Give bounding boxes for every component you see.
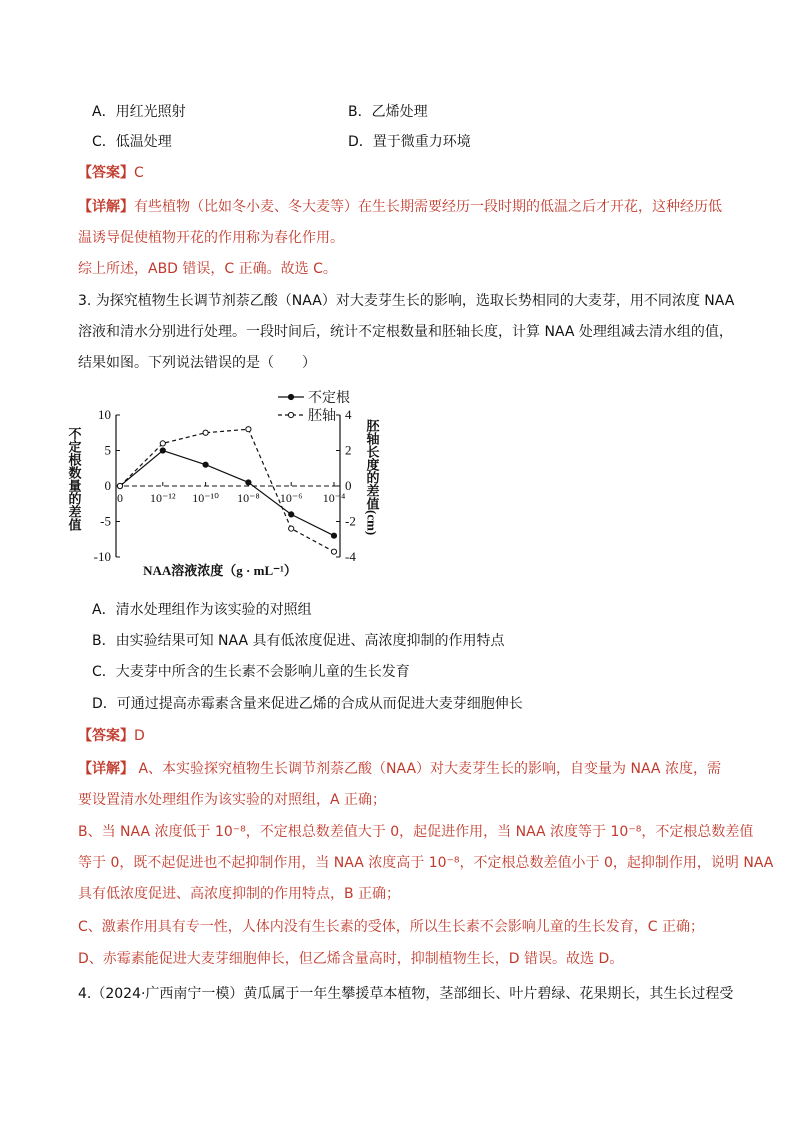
question-stem: 4.（2024·广西南宁一模）黄瓜属于一年生攀援草本植物，茎部细长、叶片碧绿、花果期长，其生长过程受 [78, 986, 734, 1002]
answer-value: D [134, 728, 145, 744]
option-a: A．清水处理组作为该实验的对照组 [92, 602, 312, 618]
question-stem: 溶液和清水分别进行处理。一段时间后，统计不定根数量和胚轴长度，计算 NAA 处理组减去清水组的值， [78, 324, 733, 340]
x-tick-label: 10⁻⁴ [322, 491, 346, 505]
y-tick-label-right: 0 [345, 478, 352, 493]
data-point-2 [160, 441, 165, 446]
y-tick-label-right: -2 [345, 513, 356, 529]
legend-label: 胚轴 [308, 409, 336, 424]
data-point-1 [331, 533, 336, 538]
y-tick-label-left: 0 [104, 478, 111, 493]
y-tick-label-right: 4 [345, 407, 352, 422]
legend-marker [288, 394, 293, 399]
y-tick-label-left: -5 [100, 513, 111, 529]
data-point-1 [203, 462, 208, 467]
answer-line [78, 163, 144, 183]
y-tick-label-left: 10 [98, 407, 111, 422]
explain-text: 温诱导促使植物开花的作用称为春化作用。 [78, 230, 344, 246]
option-b: B．由实验结果可知 NAA 具有低浓度促进、高浓度抑制的作用特点 [92, 633, 505, 649]
explain-text: A、本实验探究植物生长调节剂萘乙酸（NAA）对大麦芽生长的影响，自变量为 NAA 浓度，需 [134, 761, 721, 777]
explain-tag: 【详解】 [78, 761, 134, 777]
option-c: C．低温处理 [92, 134, 172, 150]
data-point-2 [117, 483, 122, 488]
x-tick-label: 10⁻¹⁰ [192, 491, 219, 505]
data-point-2 [203, 430, 208, 435]
x-tick-label: 10⁻⁸ [237, 491, 260, 505]
x-tick-label: 10⁻⁶ [279, 491, 303, 505]
data-point-1 [289, 512, 294, 517]
option-c: C．大麦芽中所含的生长素不会影响儿童的生长发育 [92, 664, 410, 680]
answer-value: C [134, 165, 144, 181]
x-axis-label: NAA溶液浓度（g · mL⁻¹） [143, 563, 297, 578]
explain-text: C、激素作用具有专一性，人体内没有生长素的受体，所以生长素不会影响儿童的生长发育，C 正确； [78, 919, 704, 935]
answer-line [78, 726, 145, 746]
option-a: A．用红光照射 [92, 104, 186, 120]
explain-text: 有些植物（比如冬小麦、冬大麦等）在生长期需要经历一段时期的低温之后才开花，这种经历低 [134, 199, 722, 215]
naa-chart [60, 385, 400, 585]
option-d: D．可通过提高赤霉素含量来促进乙烯的合成从而促进大麦芽细胞伸长 [92, 696, 523, 712]
legend-label: 不定根 [308, 391, 350, 406]
y-axis-label-left: 不定根数量的差值 [66, 427, 82, 531]
explain-text: 综上所述，ABD 错误，C 正确。故选 C。 [78, 261, 337, 277]
y-tick-label-right: 2 [345, 442, 352, 458]
explain-text: 具有低浓度促进、高浓度抑制的作用特点，B 正确； [78, 886, 401, 902]
question-stem: 3. 为探究植物生长调节剂萘乙酸（NAA）对大麦芽生长的影响，选取长势相同的大麦芽，用不同浓度 NAA [78, 293, 735, 309]
explain-text: 等于 0，既不起促进也不起抑制作用，当 NAA 浓度高于 10⁻⁸，不定根总数差值小于 0，起抑制作用，说明 NAA [78, 855, 774, 871]
explain-line [78, 759, 721, 779]
data-point-2 [246, 427, 251, 432]
data-point-2 [289, 526, 294, 531]
chart-axes [116, 415, 340, 557]
explain-tag: 【详解】 [78, 199, 134, 215]
answer-tag: 【答案】 [78, 165, 134, 181]
explain-line [78, 197, 722, 217]
explain-text: B、当 NAA 浓度低于 10⁻⁸，不定根总数差值大于 0，起促进作用，当 NAA 浓度等于 10⁻⁸，不定根总数差值 [78, 824, 754, 840]
y-tick-label-left: 5 [104, 442, 111, 458]
option-d: D．置于微重力环境 [348, 134, 471, 150]
option-b: B．乙烯处理 [348, 104, 428, 120]
x-tick-label: 10⁻¹² [150, 491, 176, 505]
x-tick-label: 0 [117, 491, 123, 505]
data-point-2 [331, 549, 336, 554]
explain-text: D、赤霉素能促进大麦芽细胞伸长，但乙烯含量高时，抑制植物生长，D 错误。故选 D。 [78, 951, 624, 967]
data-point-1 [160, 448, 165, 453]
answer-tag: 【答案】 [78, 728, 134, 744]
y-tick-label-left: -10 [93, 549, 111, 564]
data-point-1 [246, 480, 251, 485]
explain-text: 要设置清水处理组作为该实验的对照组，A 正确； [78, 792, 387, 808]
question-stem: 结果如图。下列说法错误的是（ ） [78, 355, 316, 371]
legend-marker [288, 412, 293, 417]
y-tick-label-right: -4 [345, 549, 356, 564]
chart-legend [278, 389, 350, 424]
y-axis-label-right: 胚轴长度的差值(cm) [364, 419, 380, 536]
